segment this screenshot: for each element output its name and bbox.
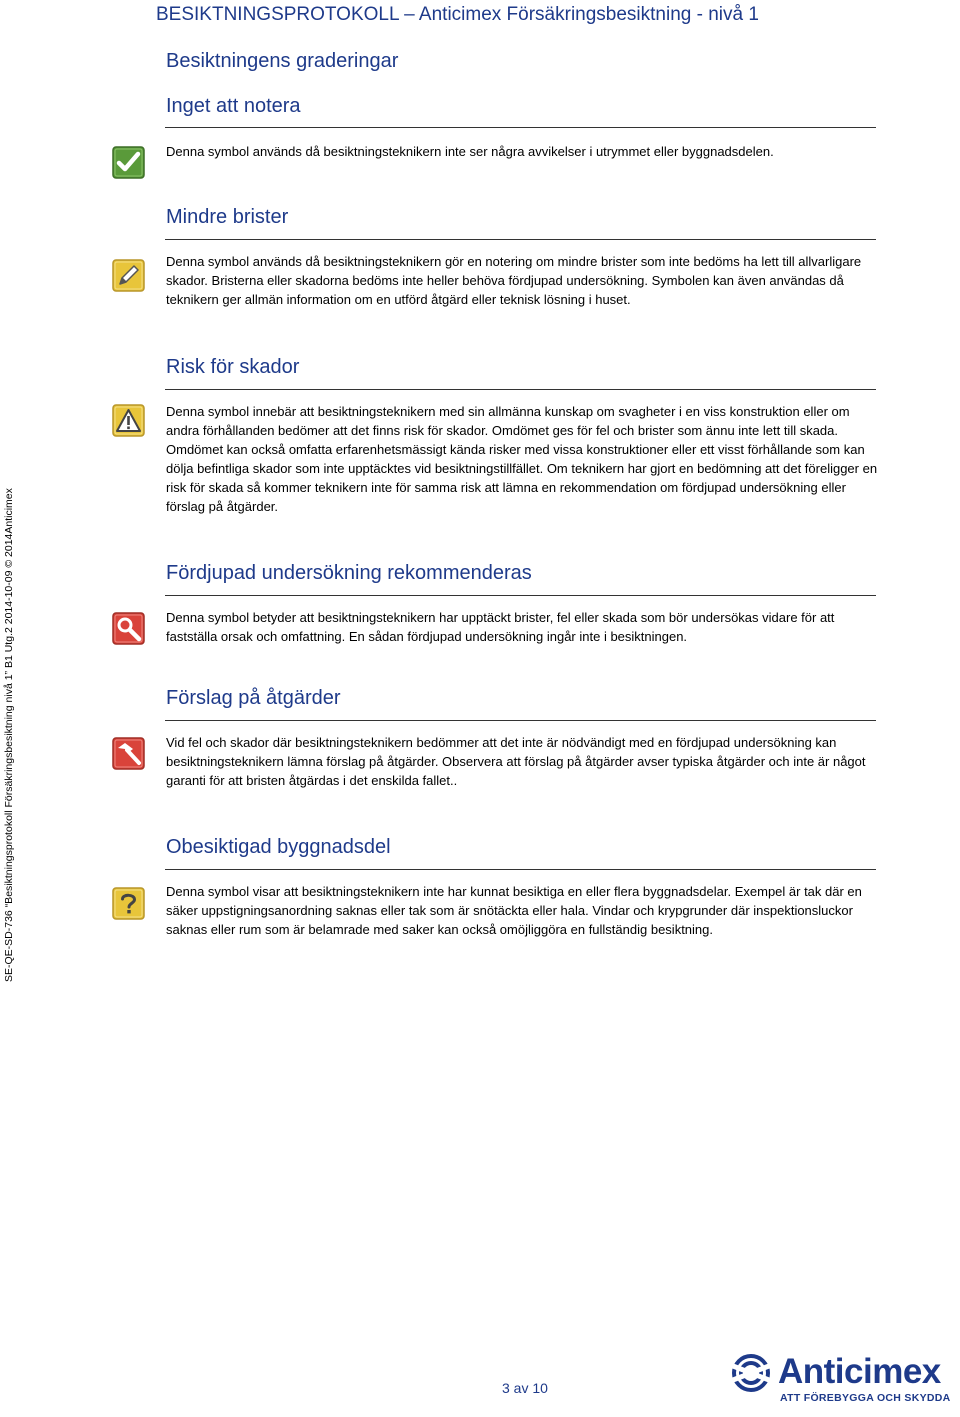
section-divider xyxy=(165,869,876,870)
section-title-risk-for-skador: Risk för skador xyxy=(166,356,300,378)
check-icon xyxy=(112,146,145,179)
section-text-forslag-pa-atgarder: Vid fel och skador där besiktningsteknikern bedömmer att det inte är nödvändigt med en fördjupad undersökning kan besiktningsteknikern lämna förslag på åtgärder. Observera att förslag på åtgärder avser typiska åtgärder och inte är något garanti för att bristen åtgärdas i det enskilda fallet.. xyxy=(166,735,866,788)
section-divider xyxy=(165,595,876,596)
section-text-obesiktigad-byggnadsdel: Denna symbol visar att besiktningsteknikern inte har kunnat besiktiga en eller flera byggnadsdelar. Exempel är tak där en säker uppstigningsanordning saknas eller tak som är snötäckta eller hala. Vindar och krypgrunder där inspektionsluckor saknas eller rum som är belamrade med saker kan också omöjliggöra en fullständig besiktning. xyxy=(166,884,862,937)
document-reference-label: SE-QE-SD-736 “Besiktningsprotokoll Försäkringsbesiktning nivå 1” B1 Utg.2 2014-10-09 © 2014Anticimex xyxy=(3,488,15,982)
section-divider xyxy=(165,127,876,128)
anticimex-logo-mark-icon xyxy=(730,1354,772,1392)
section-text-fordjupad-undersokning: Denna symbol betyder att besiktningsteknikern har upptäckt brister, fel eller skada som bör undersökas vidare för att fastställa orsak och omfattning. En sådan fördjupad undersökning ingår inte i besiktningen. xyxy=(166,610,835,644)
section-title-fordjupad-undersokning: Fördjupad undersökning rekommenderas xyxy=(166,562,532,584)
pencil-icon xyxy=(112,259,145,292)
warning-icon xyxy=(112,404,145,437)
page-heading: Besiktningens graderingar xyxy=(166,50,399,72)
anticimex-logo xyxy=(730,1352,952,1408)
section-text-inget-att-notera: Denna symbol används då besiktningsteknikern inte ser några avvikelser i utrymmet eller byggnadsdelen. xyxy=(166,144,774,159)
hammer-icon xyxy=(112,737,145,770)
section-title-inget-att-notera: Inget att notera xyxy=(166,95,301,117)
section-title-obesiktigad-byggnadsdel: Obesiktigad byggnadsdel xyxy=(166,836,391,858)
section-divider xyxy=(165,720,876,721)
page-number: 3 av 10 xyxy=(502,1380,548,1396)
section-title-mindre-brister: Mindre brister xyxy=(166,206,289,228)
brand-tagline: ATT FÖREBYGGA OCH SKYDDA xyxy=(780,1392,951,1404)
section-divider xyxy=(165,389,876,390)
section-text-mindre-brister: Denna symbol används då besiktningsteknikern gör en notering om mindre brister som inte bedöms ha lett till allvarligare skador. Bristerna eller skadorna bedöms inte heller behöva fördjupad undersökning. Symbolen kan även användas då teknikern ger allmän information om en utförd åtgärd eller teknisk lösning i huset. xyxy=(166,254,862,307)
section-text-risk-for-skador: Denna symbol innebär att besiktningsteknikern med sin allmänna kunskap om svagheter i en viss konstruktion eller om andra förhållanden bedömer att det finns risk för skador. Omdömet ges för fel och brister som ännu inte lett till skada. Omdömet kan också omfatta erfarenhetsmässigt kända risker med vissa konstruktioner eller ett visst förhållande som kan dölja befintliga skador som inte upptäcktes vid besiktningstillfället. Om teknikern har gjort en bedömning att det föreligger en risk för skada så kommer teknikern inte för samma risk att lämna en rekommendation om fördjupad undersökning eller förslag på åtgärder. xyxy=(166,404,878,514)
brand-name: Anticimex xyxy=(778,1352,941,1391)
document-header-title: BESIKTNINGSPROTOKOLL – Anticimex Försäkringsbesiktning - nivå 1 xyxy=(156,4,759,25)
magnifier-icon xyxy=(112,612,145,645)
question-icon xyxy=(112,887,145,920)
section-title-forslag-pa-atgarder: Förslag på åtgärder xyxy=(166,687,341,709)
section-divider xyxy=(165,239,876,240)
